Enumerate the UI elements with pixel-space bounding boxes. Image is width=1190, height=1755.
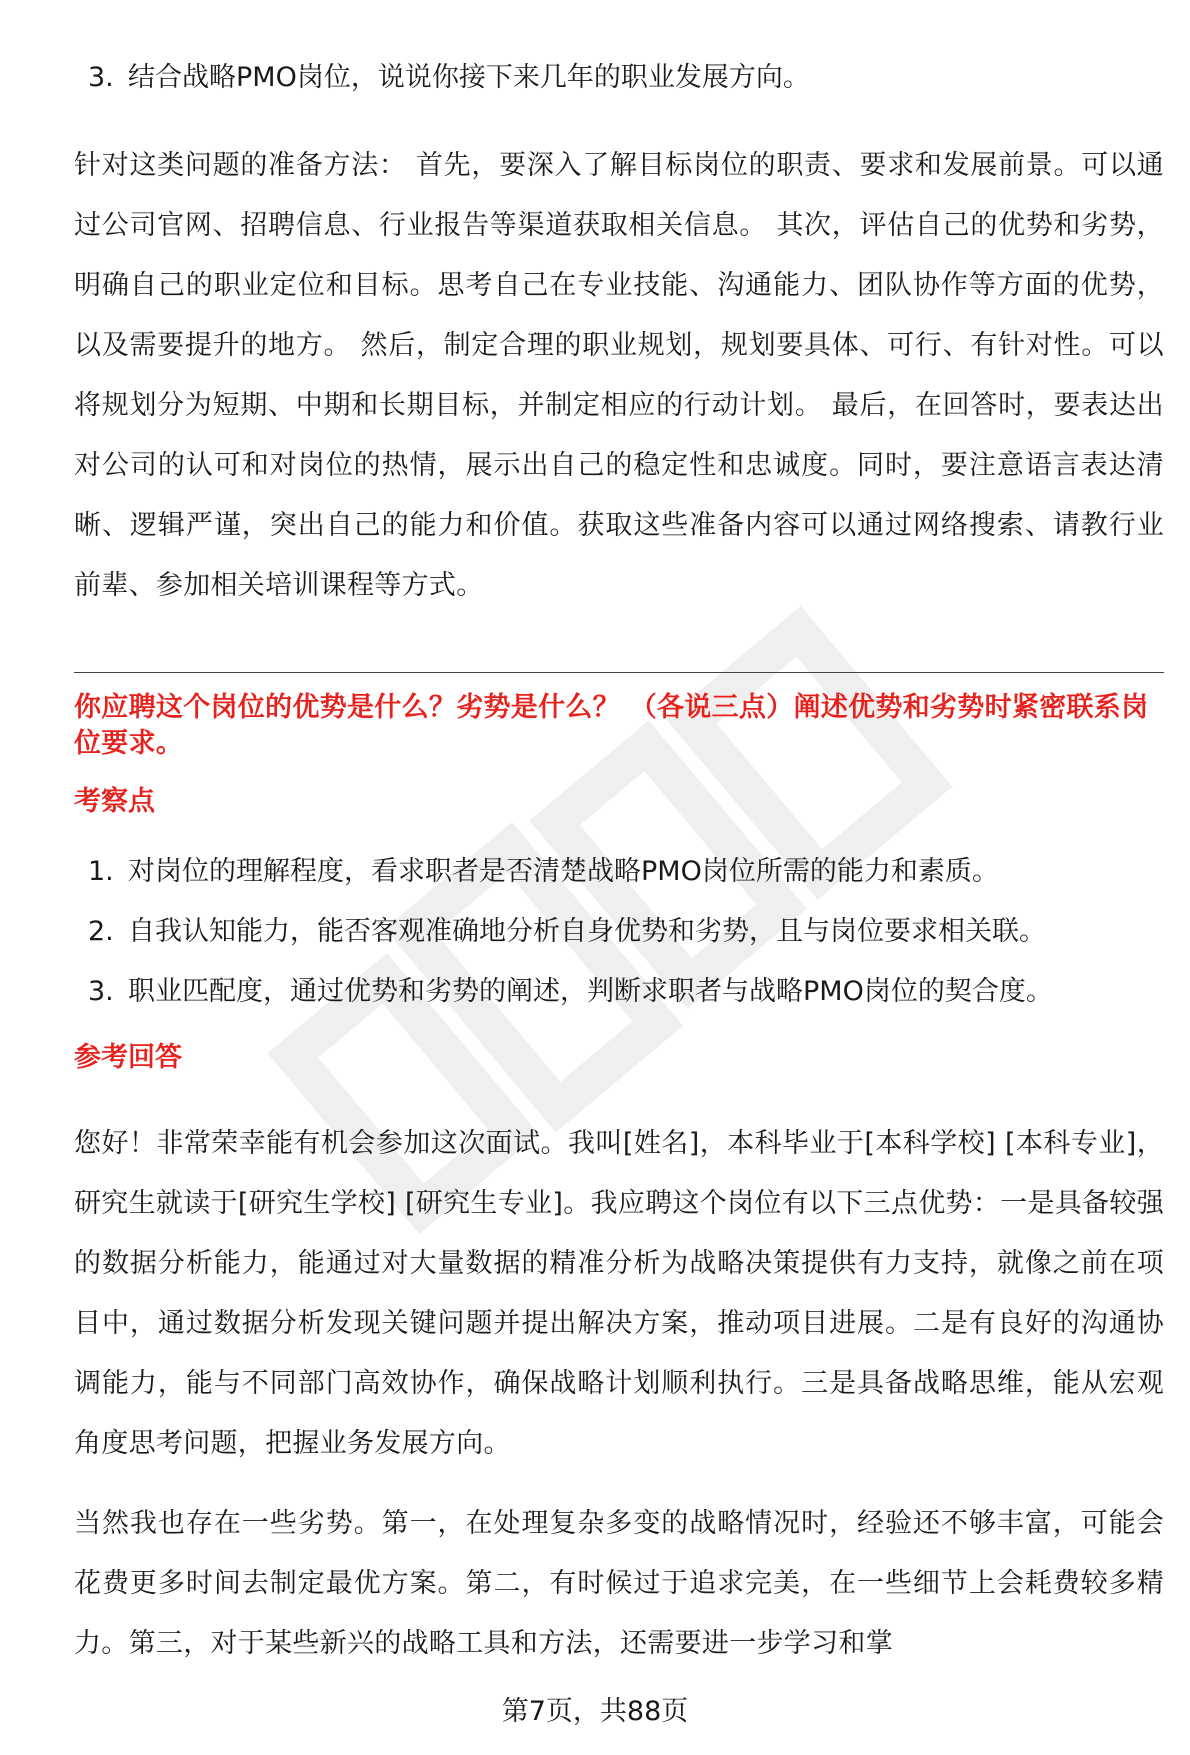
list-number: 2. [88, 916, 114, 947]
list-text: 自我认知能力，能否客观准确地分析自身优势和劣势，且与岗位要求相关联。 [128, 916, 1046, 947]
list-text: 对岗位的理解程度，看求职者是否清楚战略PMO岗位所需的能力和素质。 [128, 856, 999, 887]
list-number: 3. [88, 62, 114, 93]
prep-paragraph: 针对这类问题的准备方法： 首先，要深入了解目标岗位的职责、要求和发展前景。可以通过公司官网、招聘信息、行业报告等渠道获取相关信息。 其次，评估自己的优势和劣势，明确自己的职业定位和目标。思考自己在专业技能、沟通能力、团队协作等方面的优势，以及需要提升的地方。 然后，制定合理的职业规划，规划要具体、可行、有针对性。可以将规划分为短期、中期和长期目标，并制定相应的行动计划。 最后，在回答时，要表达出对公司的认可和对岗位的热情，展示出自己的稳定性和忠诚度。同时，要注意语言表达清晰、逻辑严谨，突出自己的能力和价值。获取这些准备内容可以通过网络搜索、请教行业前辈、参加相关培训课程等方式。 [74, 150, 1164, 601]
section-divider [74, 672, 1164, 673]
list-text: 职业匹配度，通过优势和劣势的阐述，判断求职者与战略PMO岗位的契合度。 [128, 976, 1053, 1007]
list-number: 3. [88, 976, 114, 1007]
page-content [74, 48, 1164, 616]
list-item [74, 842, 1164, 902]
question-title: 你应聘这个岗位的优势是什么？劣势是什么？ （各说三点）阐述优势和劣势时紧密联系岗位要求。 [74, 692, 1149, 759]
list-item [74, 962, 1164, 1022]
answer-paragraph-strengths: 您好！非常荣幸能有机会参加这次面试。我叫[姓名]，本科毕业于[本科学校] [本科专业]，研究生就读于[研究生学校] [研究生专业]。我应聘这个岗位有以下三点优势：一是具备较强的数据分析能力，能通过对大量数据的精准分析为战略决策提供有力支持，就像之前在项目中，通过数据分析发现关键问题并提出解决方案，推动项目进展。二是有良好的沟通协调能力，能与不同部门高效协作，确保战略计划顺利执行。三是具备战略思维，能从宏观角度思考问题，把握业务发展方向。 [74, 1128, 1164, 1459]
question-section [74, 690, 1164, 1674]
list-item [74, 48, 1164, 108]
answer-paragraph-weaknesses: 当然我也存在一些劣势。第一，在处理复杂多变的战略情况时，经验还不够丰富，可能会花费更多时间去制定最优方案。第二，有时候过于追求完美，在一些细节上会耗费较多精力。第三，对于某些新兴的战略工具和方法，还需要进一步学习和掌 [74, 1508, 1164, 1659]
exam-points-heading: 考察点 [74, 786, 155, 817]
page-number: 第7页，共88页 [501, 1696, 689, 1727]
reference-answer-heading: 参考回答 [74, 1042, 182, 1073]
list-text: 结合战略PMO岗位，说说你接下来几年的职业发展方向。 [128, 62, 810, 93]
list-item [74, 902, 1164, 962]
list-number: 1. [88, 856, 114, 887]
